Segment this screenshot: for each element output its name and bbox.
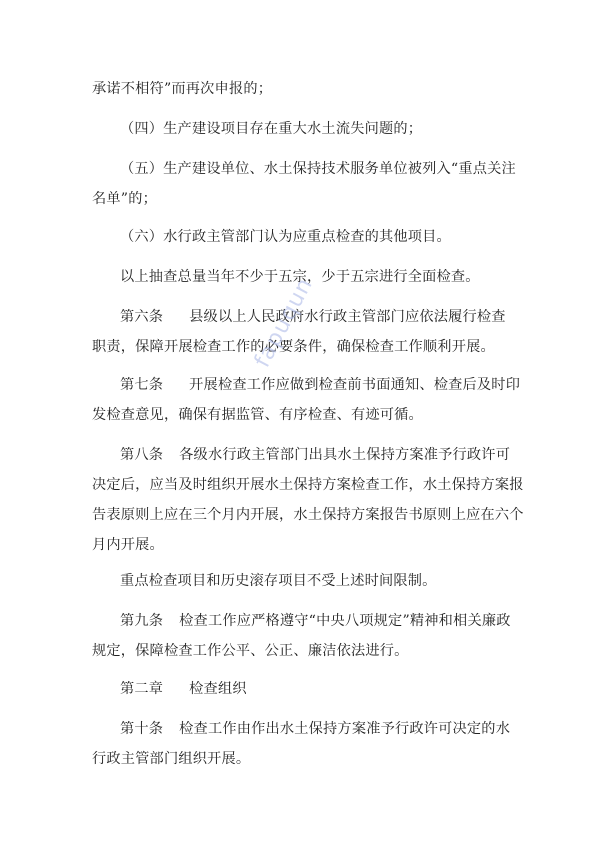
article-9 [92, 606, 511, 666]
article-text: 检查工作应严格遵守“中央八项规定”精神和相关廉政 [179, 613, 511, 629]
article-7 [92, 370, 520, 430]
article-text: 开展检查工作应做到检查前书面通知、检查后及时印 [189, 377, 521, 393]
article-number: 第八条 [120, 447, 164, 463]
chapter-title: 检查组织 [189, 681, 247, 697]
text-line: 以上抽查总量当年不少于五宗，少于五宗进行全面检查。 [120, 269, 480, 285]
text-line: 重点检查项目和历史滚存项目不受上述时间限制。 [120, 573, 437, 589]
chapter-2-heading [120, 674, 247, 704]
paragraph-item-6 [120, 222, 451, 252]
paragraph-exemption [120, 566, 437, 596]
article-text: 检查工作由作出水土保持方案准予行政许可决定的水 [179, 721, 511, 737]
text-line: 规定，保障检查工作公平、公正、廉洁依法进行。 [92, 643, 409, 659]
text-line: 职责，保障开展检查工作的必要条件，确保检查工作顺利开展。 [92, 339, 495, 355]
text-line: 名单”的； [92, 191, 158, 207]
article-number: 第九条 [120, 613, 164, 629]
article-8 [92, 440, 524, 560]
text-line: 发检查意见，确保有据监管、有序检查、有迹可循。 [92, 407, 423, 423]
text-line [92, 714, 510, 744]
text-line: 告表原则上应在三个月内开展，水土保持方案报告书原则上应在六个 [92, 507, 524, 523]
text-line [120, 674, 247, 704]
text-line [92, 440, 524, 470]
text-line: （四）生产建设项目存在重大水土流失问题的； [120, 121, 423, 137]
paragraph-item-4 [120, 114, 422, 144]
article-number: 第七条 [120, 377, 164, 393]
paragraph-item-5 [92, 154, 516, 214]
chapter-number: 第二章 [120, 681, 164, 697]
paragraph-continuation [92, 74, 272, 104]
article-number: 第十条 [120, 721, 164, 737]
article-number: 第六条 [120, 309, 164, 325]
text-line: 决定后，应当及时组织开展水土保持方案检查工作，水土保持方案报 [92, 477, 524, 493]
text-line [92, 606, 511, 636]
text-line: 月内开展。 [92, 537, 164, 553]
article-text: 县级以上人民政府水行政主管部门应依法履行检查 [189, 309, 506, 325]
text-line: 行政主管部门组织开展。 [92, 751, 251, 767]
text-line: 承诺不相符”而再次申报的； [92, 81, 273, 97]
text-line: （六）水行政主管部门认为应重点检查的其他项目。 [120, 229, 451, 245]
text-line: （五）生产建设单位、水土保持技术服务单位被列入“重点关注 [120, 161, 516, 177]
article-10 [92, 714, 510, 774]
article-text: 各级水行政主管部门出具水土保持方案准予行政许可 [179, 447, 511, 463]
watermark: fapuqun [250, 273, 319, 372]
text-line [92, 370, 520, 400]
